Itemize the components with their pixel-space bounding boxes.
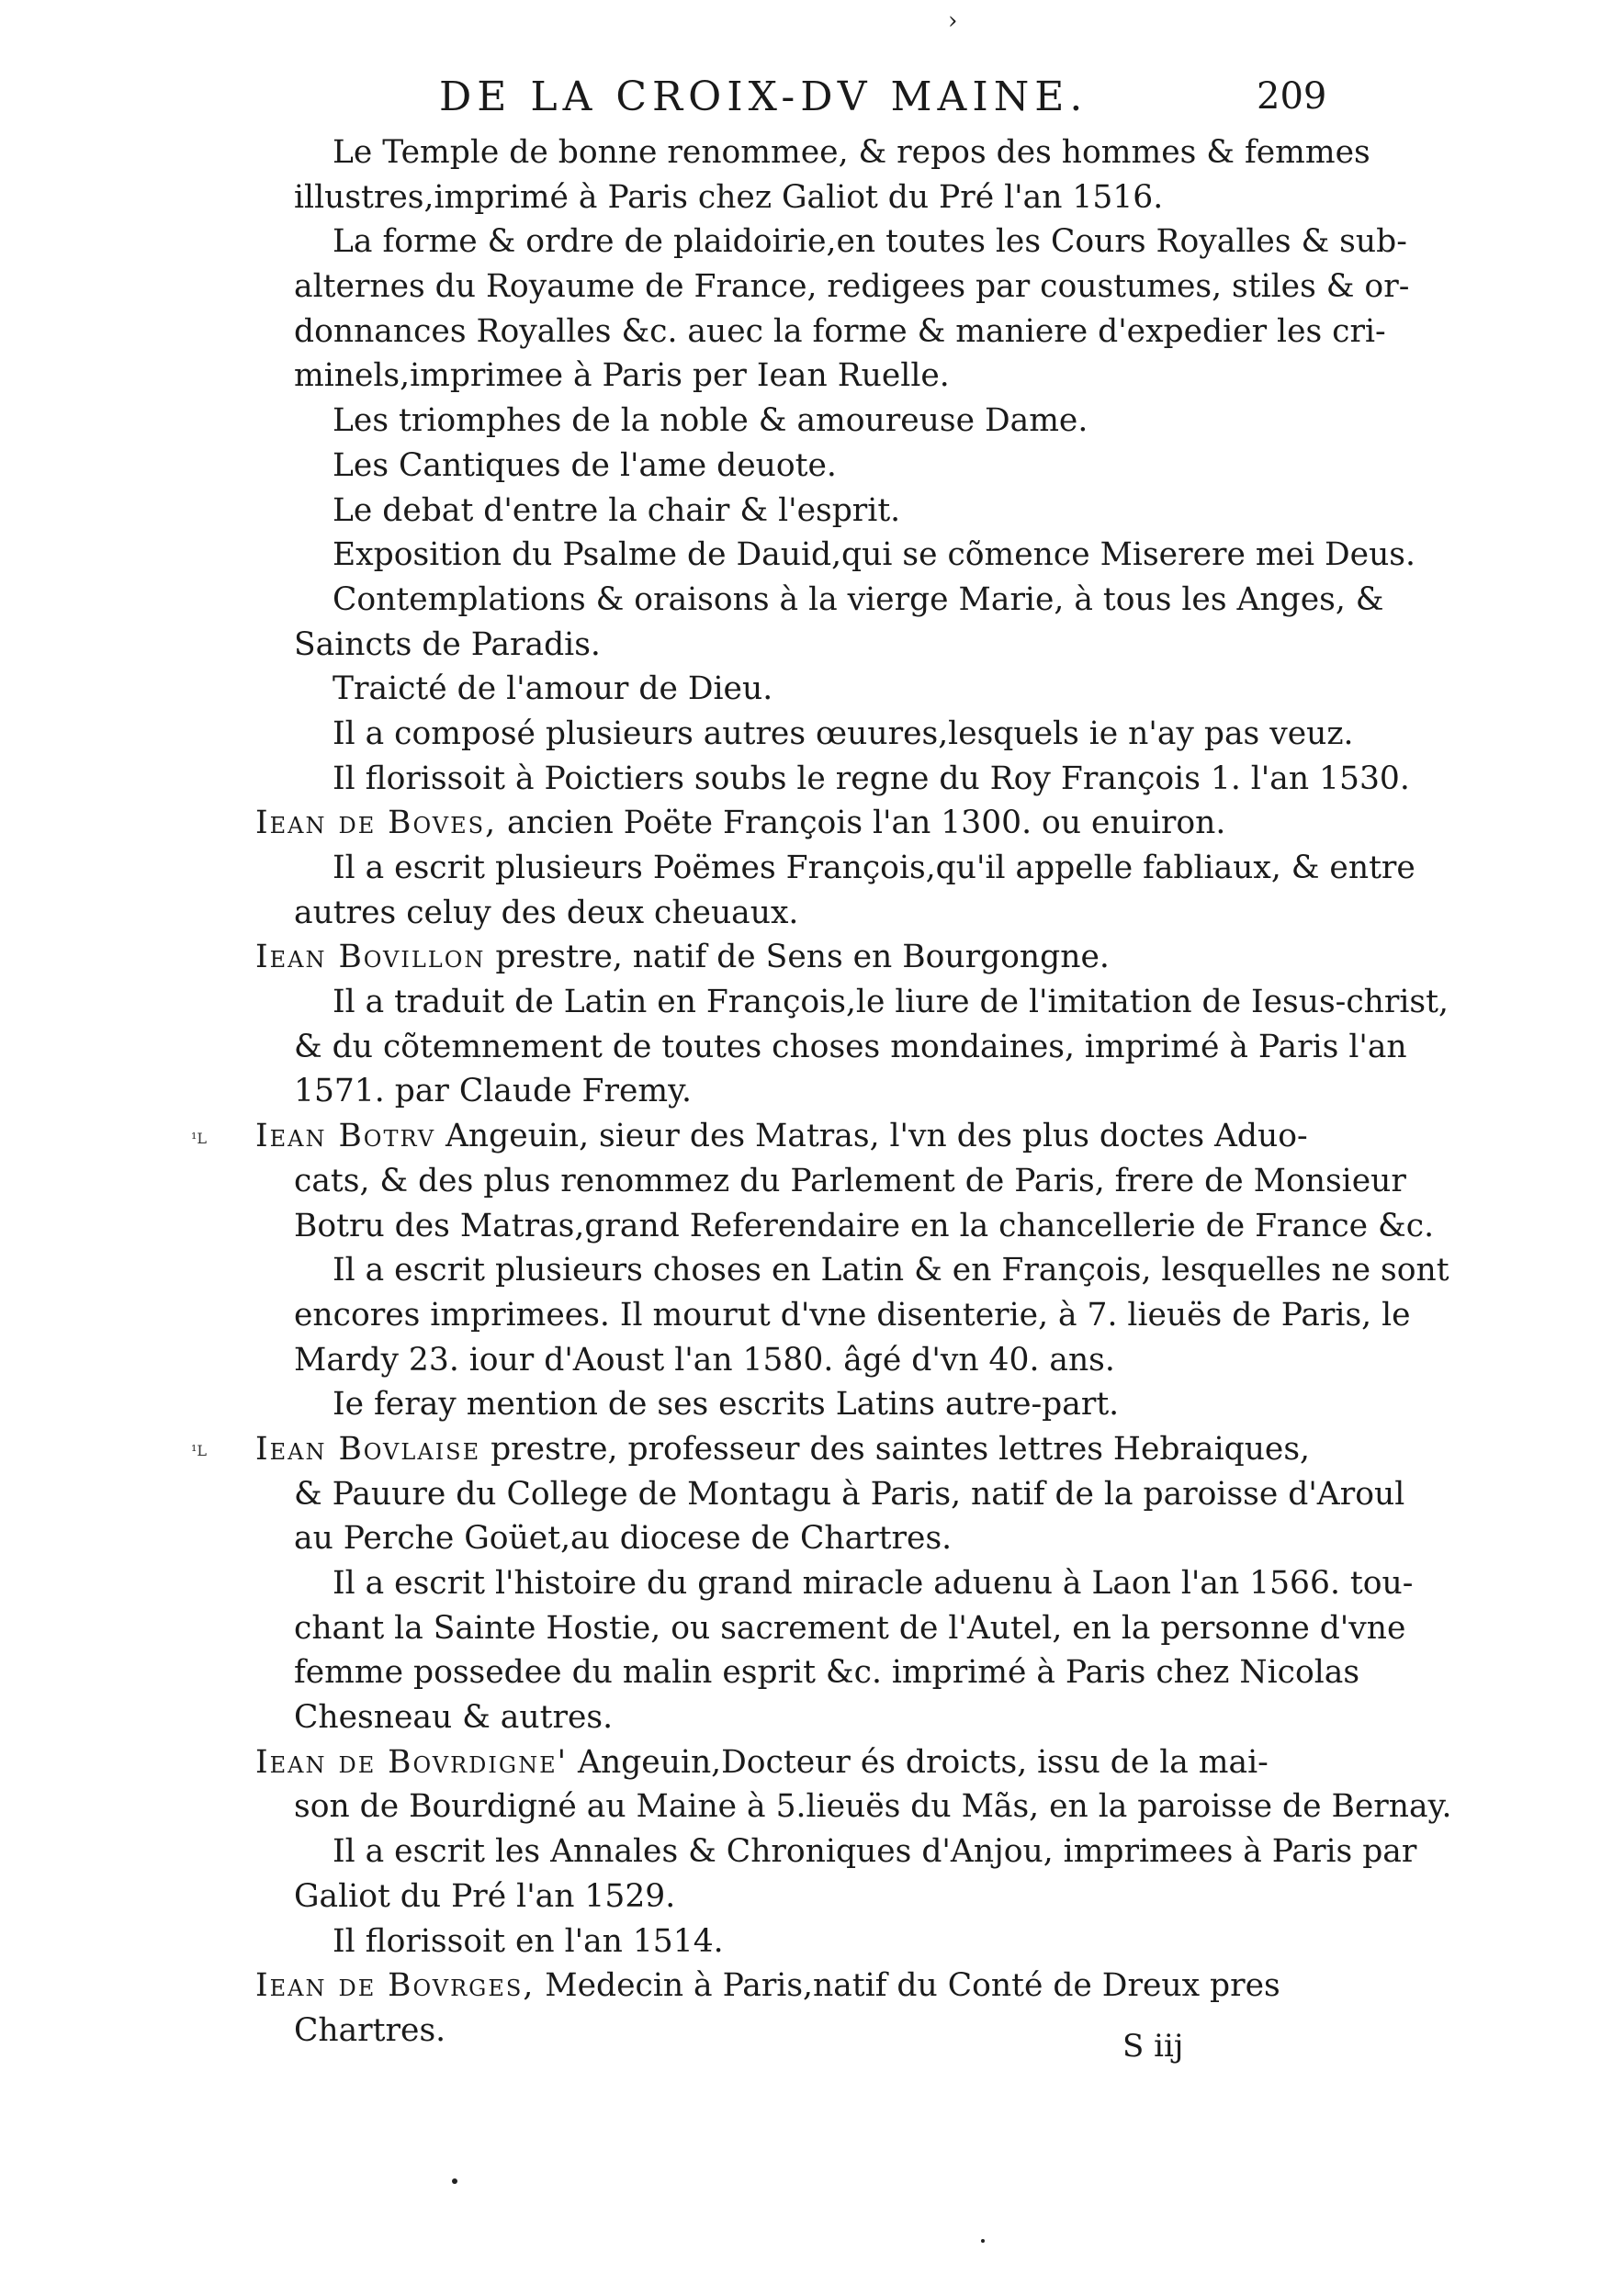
text-line: cats, & des plus renommez du Parlement de Paris, frere de Monsieur: [294, 1162, 1406, 1199]
text-line: femme possedee du malin esprit &c. imprimé à Paris chez Nicolas: [294, 1654, 1360, 1692]
text-line: Mardy 23. iour d'Aoust l'an 1580. âgé d'vn 40. ans.: [294, 1341, 1115, 1379]
text-line: Saincts de Paradis.: [294, 625, 601, 663]
author-name: Iean Botrv: [255, 1118, 436, 1155]
entry-heading: Iean Bovillon prestre, natif de Sens en Bourgongne.: [255, 939, 1110, 976]
author-name: Iean de Boves,: [255, 805, 498, 842]
text-line: chant la Sainte Hostie, ou sacrement de l'Autel, en la personne d'vne: [294, 1609, 1406, 1647]
text-line: au Perche Goüet,au diocese de Chartres.: [294, 1520, 953, 1558]
text-line: Les Cantiques de l'ame deuote.: [333, 446, 837, 484]
entry-heading: Iean Botrv Angeuin, sieur des Matras, l'vn des plus doctes Aduo-: [255, 1118, 1308, 1155]
text-line: Les triomphes de la noble & amoureuse Dame.: [333, 402, 1088, 440]
text-line: & du cõtemnement de toutes choses mondaines, imprimé à Paris l'an: [294, 1028, 1407, 1065]
text-line: Ie feray mention de ses escrits Latins autre-part.: [333, 1386, 1120, 1424]
text-line: Contemplations & oraisons à la vierge Marie, à tous les Anges, &: [333, 580, 1384, 618]
text-line: autres celuy des deux cheuaux.: [294, 894, 799, 931]
entry-heading: Iean de Bovrdigne' Angeuin,Docteur és droicts, issu de la mai-: [255, 1743, 1269, 1781]
text-line: Il florissoit en l'an 1514.: [333, 1922, 724, 1960]
body-text: [248, 130, 1452, 2054]
text-line: donnances Royalles &c. auec la forme & maniere d'expedier les cri-: [294, 312, 1386, 350]
margin-note: ¹L: [191, 1130, 208, 1147]
text-line: Il a escrit les Annales & Chroniques d'Anjou, imprimees à Paris par: [333, 1833, 1417, 1871]
running-head: DE LA CROIX-DV MAINE.: [439, 73, 1088, 120]
text-line: son de Bourdigné au Maine à 5.lieuës du Mãs, en la paroisse de Bernay.: [294, 1788, 1452, 1826]
text-line: & Pauure du College de Montagu à Paris, natif de la paroisse d'Aroul: [294, 1475, 1405, 1513]
ink-speck: [452, 2178, 457, 2184]
text-line: Le Temple de bonne renommee, & repos des hommes & femmes: [333, 134, 1370, 171]
text-line: illustres,imprimé à Paris chez Galiot du Pré l'an 1516.: [294, 178, 1164, 216]
text-line: Exposition du Psalme de Dauid,qui se cõmence Miserere mei Deus.: [333, 536, 1415, 574]
text-line: Chesneau & autres.: [294, 1699, 614, 1737]
entry-heading: Iean Bovlaise prestre, professeur des saintes lettres Hebraiques,: [255, 1430, 1311, 1468]
text-line: Botru des Matras,grand Referendaire en la chancellerie de France &c.: [294, 1207, 1435, 1244]
author-name: Iean Bovlaise: [255, 1430, 481, 1468]
text-line: Chartres.: [294, 2011, 446, 2049]
text-line: minels,imprimee à Paris per Iean Ruelle.: [294, 357, 950, 395]
text-line: Galiot du Pré l'an 1529.: [294, 1877, 676, 1915]
author-name: Iean Bovillon: [255, 939, 486, 976]
entry-heading: Iean de Boves, ancien Poëte François l'an 1300. ou enuiron.: [255, 805, 1226, 842]
text-line: 1571. par Claude Fremy.: [294, 1073, 692, 1110]
text-line: Il florissoit à Poictiers soubs le regne du Roy François 1. l'an 1530.: [333, 760, 1410, 797]
text-line: Il a composé plusieurs autres œuures,lesquels ie n'ay pas veuz.: [333, 715, 1354, 752]
text-line: encores imprimees. Il mourut d'vne disenterie, à 7. lieuës de Paris, le: [294, 1296, 1411, 1334]
text-line: La forme & ordre de plaidoirie,en toutes les Cours Royalles & sub-: [333, 223, 1407, 261]
author-name: Iean de Bovrdigne': [255, 1743, 569, 1781]
author-name: Iean de Bovrges,: [255, 1967, 536, 2005]
margin-note: ¹L: [191, 1442, 208, 1459]
page-number: 209: [1257, 75, 1327, 118]
text-line: Il a escrit plusieurs Poëmes François,qu'il appelle fabliaux, & entre: [333, 850, 1415, 886]
text-line: Il a traduit de Latin en François,le liure de l'imitation de Iesus-christ,: [333, 984, 1449, 1021]
text-line: alternes du Royaume de France, redigees par coustumes, stiles & or-: [294, 268, 1410, 306]
top-mark: ›: [948, 7, 958, 35]
text-line: Il a escrit plusieurs choses en Latin & en François, lesquelles ne sont: [333, 1252, 1449, 1289]
ink-speck: [981, 2239, 985, 2243]
text-line: Il a escrit l'histoire du grand miracle aduenu à Laon l'an 1566. tou-: [333, 1565, 1414, 1602]
text-line: Traicté de l'amour de Dieu.: [333, 670, 773, 708]
text-line: Le debat d'entre la chair & l'esprit.: [333, 491, 901, 529]
entry-heading: Iean de Bovrges, Medecin à Paris,natif du Conté de Dreux pres: [255, 1967, 1280, 2005]
signature-mark: S iij: [1122, 2028, 1184, 2065]
